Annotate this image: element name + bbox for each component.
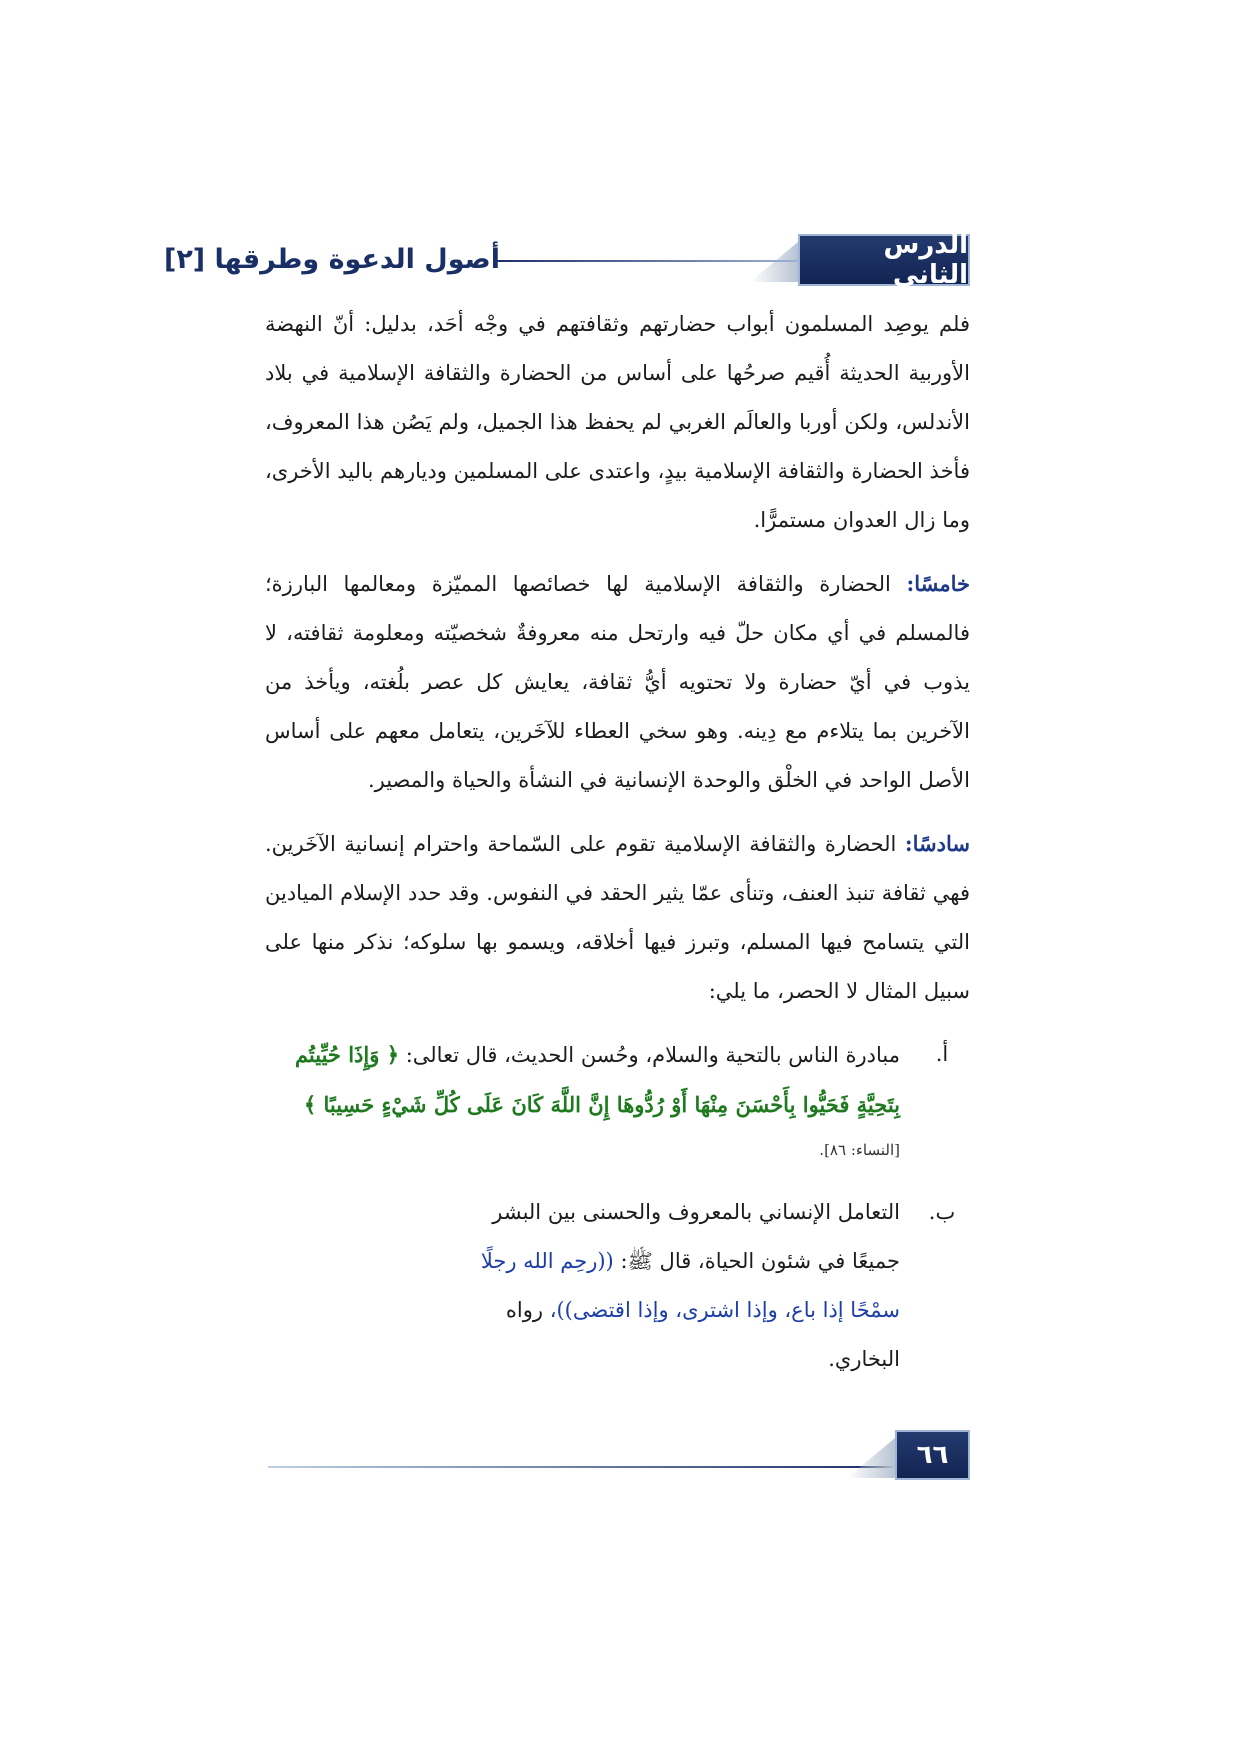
hadith-text: ((رحِم الله رجلًا سمْحًا إذا باع، وإذا اشترى، وإذا اقتضى))، [480,1249,900,1322]
list-item-b [265,1188,956,1384]
paragraph-fifth [265,559,970,805]
section-label-fifth: خامسًا: [906,571,970,596]
examples-list [265,1030,970,1384]
hadith-source: رواه البخاري. [505,1298,900,1371]
page-footer [268,1430,970,1486]
section-label-sixth: سادسًا: [904,831,970,856]
page-number: ٦٦ [895,1430,970,1480]
header-divider-line [494,260,798,262]
paragraph-intro: فلم يوصِد المسلمون أبواب حضارتهم وثقافتهم في وجْه أحَد، بدليل: أنّ النهضة الأوربية الحديثة أُقيم صرحُها على أساس من الحضارة والثقافة الإسلامية في بلاد الأندلس، ولكن أوربا والعالَم الغربي لم يحفظ هذا الجميل، ولم يَصُن هذا المعروف، فأخذ الحضارة والثقافة الإسلامية بيدٍ، واعتدى على المسلمين وديارهم باليد الأخرى، وما زال العدوان مستمرًّا. [265,312,970,532]
footer-divider-line [268,1466,895,1468]
badge-shade-decoration [750,242,798,282]
paragraph-sixth-text: الحضارة والثقافة الإسلامية تقوم على السّماحة واحترام إنسانية الآخَرين. فهي ثقافة تنبذ العنف، وتنأى عمّا يثير الحقد في النفوس. وقد حدد الإسلام الميادين التي يتسامح فيها المسلم، وتبرز فيها أخلاقه، ويسمو بها سلوكه؛ نذكر منها على سبيل المثال لا الحصر، ما يلي: [265,832,970,1003]
paragraph-fifth-text: الحضارة والثقافة الإسلامية لها خصائصها المميّزة ومعالمها البارزة؛ فالمسلم في أي مكان حلّ فيه وارتحل منه معروفةٌ شخصيّته ومعلومة ثقافته، لا يذوب في أيّ حضارة ولا تحتويه أيُّ ثقافة، يعايش كل عصر بلُغته، ويأخذ من الآخرين بما يتلاءم مع دِينه. وهو سخي العطاء للآخَرين، يتعامل معهم على أساس الأصل الواحد في الخلْق والوحدة الإنسانية في النشأة والحياة والمصير. [265,572,970,792]
unit-title: أصول الدعوة وطرقها [٢] [163,244,500,275]
list-item-a [265,1030,949,1170]
page-header [163,230,970,290]
list-marker-b: ب. [928,1200,956,1224]
quran-verse: ﴿ وَإِذَا حُيِّيتُم بِتَحِيَّةٍ فَحَيُّوا بِأَحْسَنَ مِنْهَا أَوْ رُدُّوهَا إِنَّ اللَّهَ كَانَ عَلَى كُلِّ شَيْءٍ حَسِيبًا ﴾ [294,1042,900,1117]
verse-reference: [النساء: ٨٦]. [819,1141,900,1159]
list-item-b-text: التعامل الإنساني بالمعروف والحسنى بين البشر جميعًا في شئون الحياة، قال ﷺ: [492,1200,900,1273]
page-body [265,300,970,1402]
lesson-badge: الدرس الثاني [798,234,970,286]
list-marker-a: أ. [935,1042,949,1066]
list-item-a-text: مبادرة الناس بالتحية والسلام، وحُسن الحديث، قال تعالى: [405,1043,900,1067]
footer-shade-decoration [847,1438,895,1478]
paragraph-sixth [265,819,970,1016]
